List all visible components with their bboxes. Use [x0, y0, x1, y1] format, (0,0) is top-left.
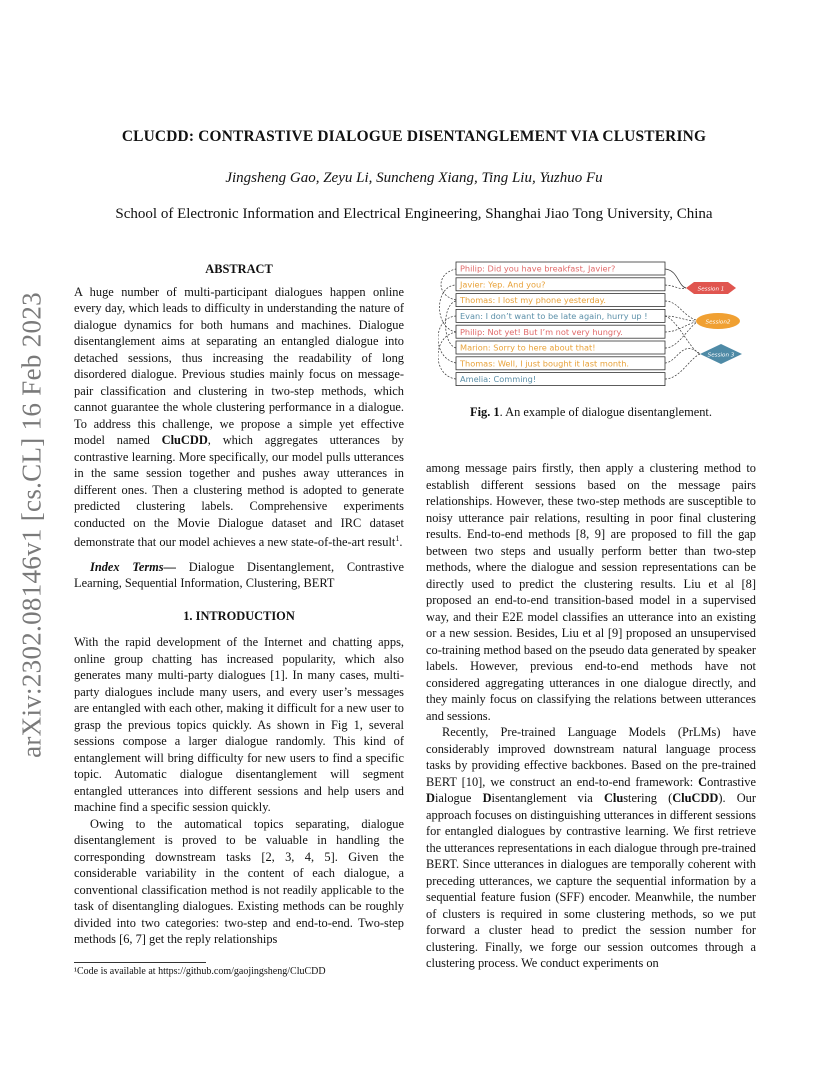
footnote: ¹Code is available at https://github.com/gaojingsheng/CluCDD	[74, 966, 326, 977]
right-column	[426, 460, 756, 972]
footnote-rule	[74, 962, 206, 963]
arxiv-sidebar-stamp	[12, 290, 52, 760]
session-2-label: Session2	[705, 319, 731, 326]
dialogue-disentanglement-figure	[438, 258, 748, 394]
intro-paragraph-1: With the rapid development of the Internet and chatting apps, online group chatting has increased popularity, which also generates many multi-party dialogues [1]. In many cases, multi-party dialogues include many users, and every user’s messages are entangled with each other, making it difficult for a new user to grasp the previous topics quickly. As shown in Fig 1, several sessions compose a larger dialogue randomly. This kind of entanglement will bring difficulty for new users to find a specific topic. Automatic dialogue disentanglement will segment entangled utterances into different sessions and help users and machine find a specific session quickly.	[74, 635, 404, 815]
utterance-text: Thomas: Well, I just bought it last month.	[460, 358, 630, 369]
reply-links	[438, 269, 456, 379]
figure-caption: Fig. 1. An example of dialogue disentanglement.	[470, 405, 712, 419]
utterance-text: Javier: Yep. And you?	[460, 279, 546, 290]
introduction-heading: 1. INTRODUCTION	[183, 608, 295, 623]
intro-paragraph-2: Owing to the automatical topics separating, dialogue disentanglement is proved to be valuable in handling the corresponding downstream tasks [2, 3, 4, 5]. Given the considerable variability in the content of each dialogue, a conventional classification method is not readily applicable to the task of disentangling dialogues. Existing methods can be roughly divided into two categories: two-step and end-to-end. Two-step methods [6, 7] get the reply relationships	[74, 816, 404, 947]
utterance-boxes	[456, 262, 665, 386]
utterance-text: Evan: I don’t want to be late again, hurry up !	[460, 311, 648, 321]
session-1-label: Session 1	[697, 286, 725, 293]
abstract-text: A huge number of multi-participant dialogues happen online every day, which leads to difficulty in understanding the nature of dialogue dynamics for both humans and machines. Dialogue disentanglement aims at separating an entangled dialogue into detached sessions, thus increasing the readability of long disordered dialogue. Previous studies mainly focus on message-pair classification and clustering in two-step methods, which cannot guarantee the whole clustering performance in a dialogue. To address this challenge, we propose a simple yet effective model named CluCDD, which aggregates utterances by contrastive learning. More specifically, our model pulls utterances in the same session together and pushes away utterances in different ones. Then a clustering method is adopted to generate predicted clustering labels. Comprehensive experiments conducted on the Movie Dialogue dataset and IRC dataset demonstrate that our model achieves a new state-of-the-art result$^1$.	[74, 284, 405, 550]
paper-authors: Jingsheng Gao, Zeyu Li, Suncheng Xiang, Ting Liu, Yuzhuo Fu	[225, 170, 603, 186]
right-paragraph-1: among message pairs firstly, then apply a clustering method to establish different sessions based on the message pairs relationships. However, these two-step methods are susceptible to noisy utterance pair relations, resulting in poor final clustering results. End-to-end methods [8, 9] are proposed to fill the gap between two steps and usually perform better than two-step methods, where the dialogue and session representations can be directly used to predict the clustering results. Liu et al [8] proposed an end-to-end transition-based model in a supervised way, and their E2E model classifies an utterance into an existing or a new session. Besides, Liu et al [9] proposed an unsupervised co-training method based on the pseudo data generated by speaker labels. However, previous end-to-end methods have not considered aggregating utterances in one dialogue directly, and they mainly focus on classifying the relations between utterances and sessions.	[426, 461, 756, 723]
arxiv-id: arXiv:2302.08146v1 [cs.CL] 16 Feb 2023	[16, 292, 47, 758]
session-3-label: Session 3	[707, 352, 735, 359]
utterance-text: Thomas: I lost my phone yesterday.	[460, 295, 606, 306]
utterance-text: Marion: Sorry to here about that!	[460, 342, 596, 353]
left-column	[74, 261, 404, 948]
index-terms: Index Terms— Dialogue Disentanglement, Contrastive Learning, Sequential Information, Clustering, BERT	[74, 559, 404, 591]
utterance-text: Philip: Did you have breakfast, Javier?	[460, 263, 616, 274]
abstract-heading: ABSTRACT	[205, 262, 273, 276]
footnote-marker[interactable]: 1	[395, 534, 400, 543]
right-paragraph-2: Recently, Pre-trained Language Models (PrLMs) have considerably improved downstream natural language process tasks by providing effective backbones. Based on the pre-trained BERT [10], we construct an end-to-end framework: Contrastive Dialogue Disentanglement via Clustering (CluCDD). Our approach focuses on distinguishing utterances in different sessions for entangled dialogues by contrastive learning. We first retrieve the utterances representations in each dialogue through pre-trained BERT. Since utterances in dialogues are temporally coherent with preceding utterances, we capture the sequential information by a sequential feature fusion (SFF) encoder. Meanwhile, the number of clusters is required in some clustering methods, so we put forward a cluster head to predict the session number for clustering. Finally, we forge our session outcomes through a clustering process. We conduct experiments on	[426, 725, 757, 970]
utterance-text: Amelia: Comming!	[460, 374, 537, 385]
utterance-text: Philip: Not yet! But I’m not very hungry.	[460, 326, 623, 337]
paper-title: CLUCDD: CONTRASTIVE DIALOGUE DISENTANGLEMENT VIA CLUSTERING	[121, 128, 707, 145]
paper-affiliation: School of Electronic Information and Electrical Engineering, Shanghai Jiao Tong University, China	[115, 206, 713, 222]
